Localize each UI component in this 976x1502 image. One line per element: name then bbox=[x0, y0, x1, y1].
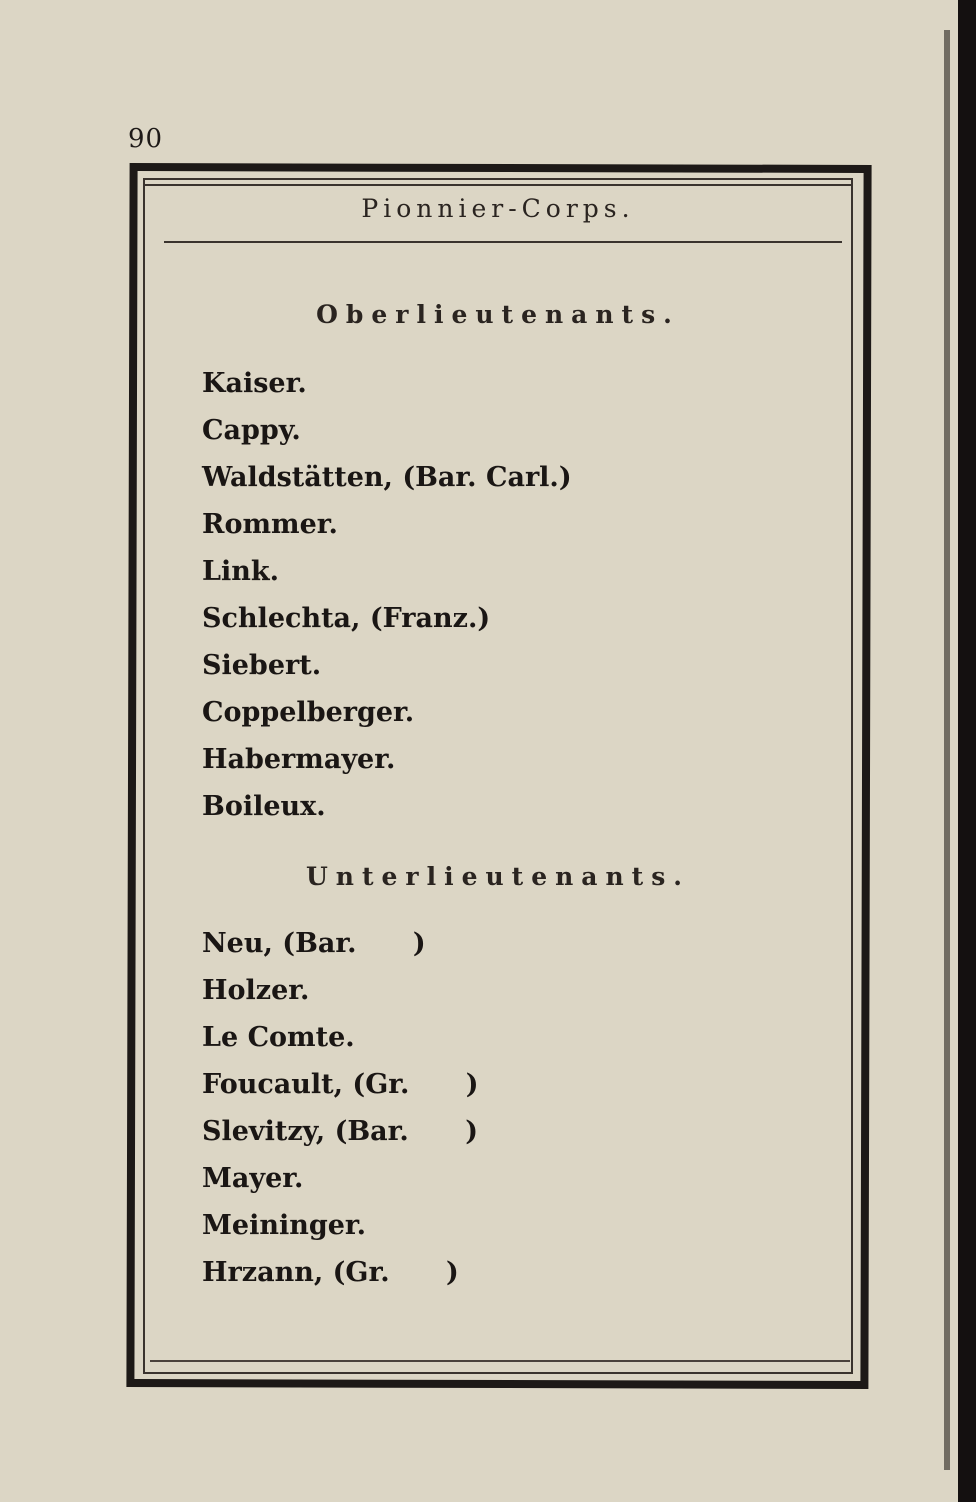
list-item: Foucault, (Gr. ) bbox=[202, 1069, 479, 1100]
header-rule-bottom bbox=[164, 241, 842, 243]
list-item: Cappy. bbox=[202, 415, 301, 446]
list-item: Hrzann, (Gr. ) bbox=[202, 1257, 459, 1288]
footer-rule bbox=[150, 1360, 850, 1362]
list-item: Siebert. bbox=[202, 650, 322, 681]
name-list-unterlieutenants bbox=[202, 920, 479, 1296]
list-item: Waldstätten, (Bar. Carl.) bbox=[202, 462, 572, 493]
list-item: Meininger. bbox=[202, 1210, 367, 1241]
list-item: Holzer. bbox=[202, 975, 310, 1006]
list-item: Le Comte. bbox=[202, 1022, 355, 1053]
list-item: Neu, (Bar. ) bbox=[202, 928, 426, 959]
page-edge-shadow bbox=[944, 30, 950, 1470]
list-item: Link. bbox=[202, 556, 279, 587]
list-item: Mayer. bbox=[202, 1163, 304, 1194]
list-item: Slevitzy, (Bar. ) bbox=[202, 1116, 478, 1147]
page-number: 90 bbox=[128, 124, 164, 154]
section-heading-unterlieutenants: Unterlieutenants. bbox=[305, 862, 690, 891]
list-item: Habermayer. bbox=[202, 744, 396, 775]
list-item: Schlechta, (Franz.) bbox=[202, 603, 491, 634]
list-item: Boileux. bbox=[202, 791, 326, 822]
name-list-oberlieutenants bbox=[202, 360, 572, 830]
list-item: Kaiser. bbox=[202, 368, 307, 399]
list-item: Coppelberger. bbox=[202, 697, 415, 728]
section-heading-oberlieutenants: Oberlieutenants. bbox=[316, 300, 680, 329]
header-title: Pionnier-Corps. bbox=[361, 194, 635, 223]
list-item: Rommer. bbox=[202, 509, 338, 540]
book-gutter bbox=[958, 0, 976, 1502]
header-rule-top bbox=[143, 184, 853, 186]
